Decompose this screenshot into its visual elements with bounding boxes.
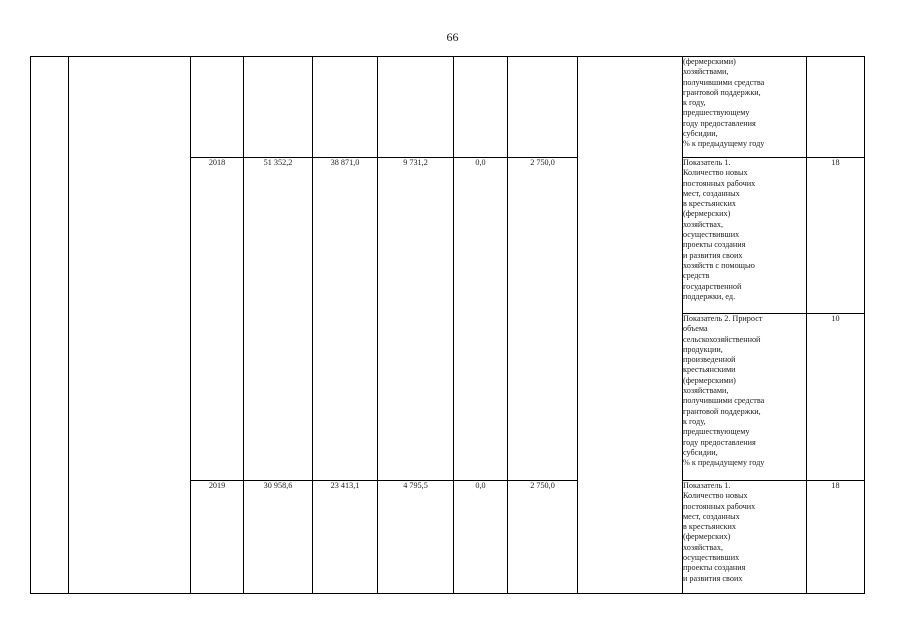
- value-cell: [508, 57, 578, 158]
- federal-value-cell: 38 871,0: [313, 158, 378, 481]
- value-cell: [313, 57, 378, 158]
- indicator-value-cell: 10: [807, 314, 865, 481]
- value-cell: [378, 57, 454, 158]
- indicator-value-cell: [807, 57, 865, 158]
- year-cell: 2019: [191, 481, 244, 594]
- indicator-text: Показатель 1. Количество новых постоянных рабочих мест, созданных в крестьянских (фермерских) хозяйствах, осуществивших проекты создания и развития своих хозяйств с помощью средств государственной поддержки, ед.: [683, 158, 756, 301]
- total-value-cell: 51 352,2: [244, 158, 313, 481]
- indicator-text: (фермерскими) хозяйствами, получившими средства грантовой поддержки, к году, предшествующему году предоставления субсидии, % к предыдущему году: [683, 57, 765, 149]
- page-number: 66: [446, 30, 459, 44]
- extra-budget-value-cell: 2 750,0: [508, 158, 578, 481]
- indicator-text: Показатель 1. Количество новых постоянных рабочих мест, созданных в крестьянских (фермерских) хозяйствах, осуществивших проекты создания и развития своих: [683, 481, 756, 583]
- indicator-text-cell: [683, 481, 807, 594]
- extra-budget-value-cell: 2 750,0: [508, 481, 578, 594]
- total-value-cell: 30 958,6: [244, 481, 313, 594]
- number-column-cell: [31, 57, 69, 594]
- local-value-cell: 0,0: [454, 481, 508, 594]
- indicator-value-cell: 18: [807, 158, 865, 314]
- result-column-cell: [578, 57, 683, 594]
- regional-value-cell: 4 795,5: [378, 481, 454, 594]
- table-row-continuation: [31, 57, 865, 158]
- year-cell: [191, 57, 244, 158]
- indicator-text: Показатель 2. Прирост объема сельскохозяйственной продукции, произведенной крестьянскими (фермерскими) хозяйствами, получившими средства грантовой поддержки, к году, предшествующему году предоставления субсидии, % к предыдущему году: [683, 314, 765, 468]
- local-value-cell: 0,0: [454, 158, 508, 481]
- indicator-text-cell: [683, 314, 807, 481]
- value-cell: [244, 57, 313, 158]
- budget-table: [30, 56, 865, 594]
- year-cell: 2018: [191, 158, 244, 481]
- regional-value-cell: 9 731,2: [378, 158, 454, 481]
- value-cell: [454, 57, 508, 158]
- indicator-text-cell: [683, 57, 807, 158]
- indicator-text-cell: [683, 158, 807, 314]
- federal-value-cell: 23 413,1: [313, 481, 378, 594]
- indicator-value-cell: 18: [807, 481, 865, 594]
- event-name-column-cell: [69, 57, 191, 594]
